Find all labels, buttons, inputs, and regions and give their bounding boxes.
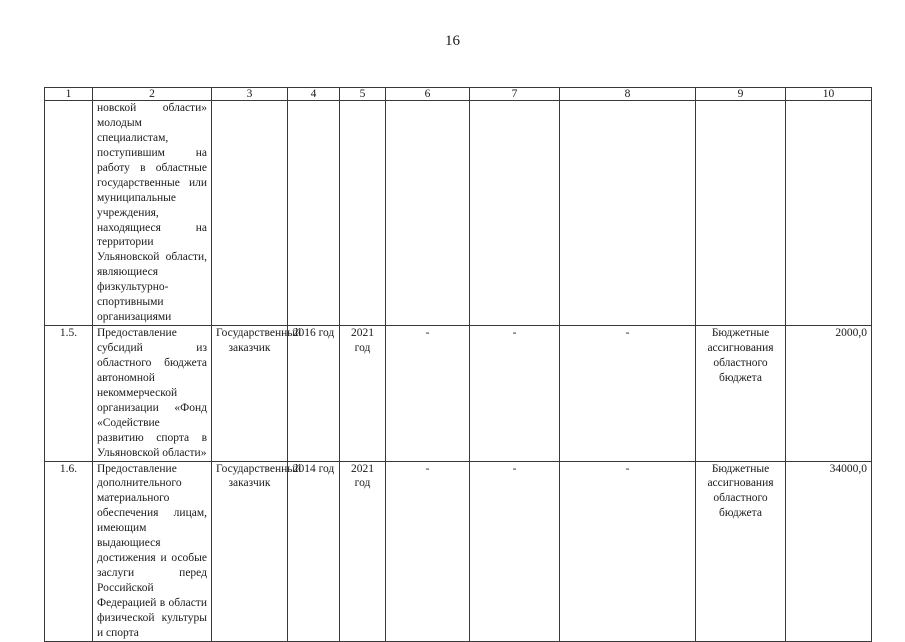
column-header: 1 — [45, 88, 93, 101]
page-number: 16 — [445, 33, 460, 49]
end-year-cell: 2021 год — [340, 461, 386, 641]
column-header: 7 — [470, 88, 560, 101]
start-year-cell: 2014 год — [288, 461, 340, 641]
funding-source-cell: Бюджетные ассигнования областного бюджета — [696, 326, 786, 461]
column-header: 3 — [212, 88, 288, 101]
column-6-cell: - — [386, 326, 470, 461]
amount-cell: 2000,0 — [786, 326, 872, 461]
executor-cell: Государственный заказчик — [212, 326, 288, 461]
column-6-cell — [386, 101, 470, 326]
start-year-cell — [288, 101, 340, 326]
column-7-cell — [470, 101, 560, 326]
column-header: 9 — [696, 88, 786, 101]
table-row — [45, 326, 872, 461]
column-7-cell: - — [470, 326, 560, 461]
amount-cell — [786, 101, 872, 326]
row-number-cell: 1.6. — [45, 461, 93, 641]
column-7-cell: - — [470, 461, 560, 641]
amount-cell: 34000,0 — [786, 461, 872, 641]
column-header: 6 — [386, 88, 470, 101]
column-header: 4 — [288, 88, 340, 101]
executor-cell: Государственный заказчик — [212, 461, 288, 641]
column-8-cell — [560, 101, 696, 326]
executor-cell — [212, 101, 288, 326]
end-year-cell: 2021 год — [340, 326, 386, 461]
column-header: 5 — [340, 88, 386, 101]
funding-source-cell — [696, 101, 786, 326]
table-row — [45, 101, 872, 326]
funding-source-cell: Бюджетные ассигнования областного бюджета — [696, 461, 786, 641]
row-number-cell: 1.5. — [45, 326, 93, 461]
column-header: 8 — [560, 88, 696, 101]
column-8-cell: - — [560, 461, 696, 641]
measure-name-cell: новской области» молодым специалистам, поступившим на работу в областные государственные или муниципальные учреждения, находящиеся на территории Ульяновской области, являющиеся физкультурно-спортивными организациями — [93, 101, 212, 326]
end-year-cell — [340, 101, 386, 326]
table-header-row — [45, 88, 872, 101]
column-header: 10 — [786, 88, 872, 101]
table-row — [45, 461, 872, 641]
column-6-cell: - — [386, 461, 470, 641]
row-number-cell — [45, 101, 93, 326]
column-8-cell: - — [560, 326, 696, 461]
start-year-cell: 2016 год — [288, 326, 340, 461]
measure-name-cell: Предоставление субсидий из областного бюджета автономной некоммерческой организации «Фонд «Содействие развитию спорта в Ульяновской области» — [93, 326, 212, 461]
measure-name-cell: Предоставление дополнительного материального обеспечения лицам, имеющим выдающиеся достижения и особые заслуги перед Российской Федерацией в области физической культуры и спорта — [93, 461, 212, 641]
program-table — [44, 87, 872, 642]
column-header: 2 — [93, 88, 212, 101]
